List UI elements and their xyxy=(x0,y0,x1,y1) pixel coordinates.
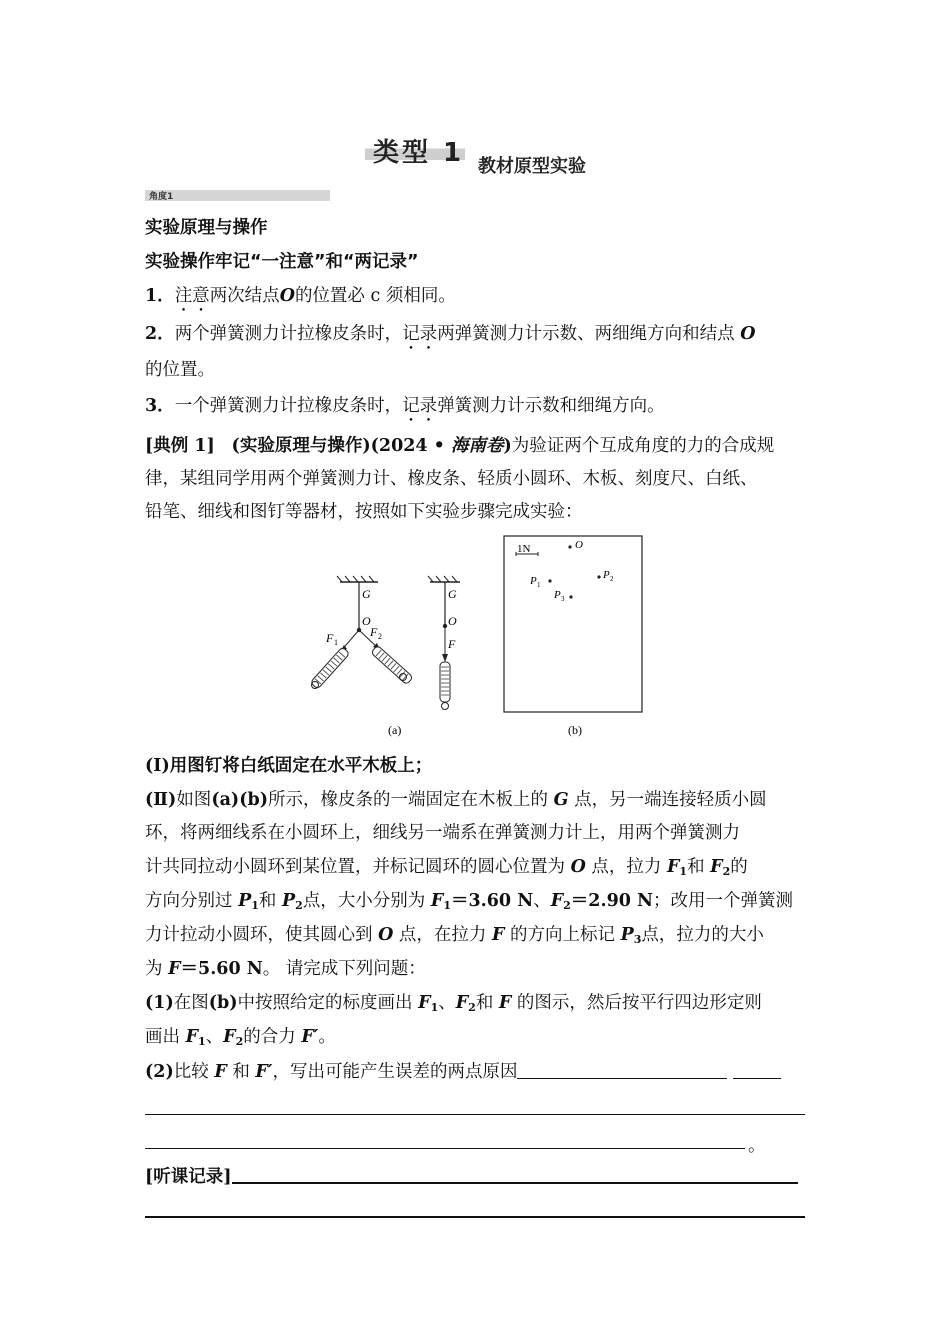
rule-item-3: 3．一个弹簧测力计拉橡皮条时，记录弹簧测力计示数和细绳方向。 xyxy=(145,396,665,416)
point-P1: P xyxy=(530,575,537,587)
step-1: (Ⅰ)用图钉将白纸固定在水平木板上； xyxy=(145,756,433,776)
answer-end-mark: 。 xyxy=(748,1136,766,1156)
figure-b xyxy=(504,536,642,712)
notes-blank[interactable] xyxy=(232,1164,798,1184)
label-G-right: G xyxy=(448,587,457,601)
example-line-1: [典例 1] (实验原理与操作)(2024 • 海南卷)为验证两个互成角度的力的合成规 xyxy=(145,436,775,456)
question-1-line-1: (1)在图(b)中按照给定的标度画出 $F_1$、$F_2$和 F 的图示，然后按平行四边形定则 xyxy=(145,993,762,1014)
label-F2: F xyxy=(370,625,378,639)
point-P2: P xyxy=(603,569,610,581)
question-2-line-1: (2)比较 F 和 F′，写出可能产生误差的两点原因 xyxy=(145,1060,815,1084)
rule-item-2-cont: 的位置。 xyxy=(145,360,215,380)
section-subtitle: 实验操作牢记“一注意”和“两记录” xyxy=(145,252,419,272)
label-a: (a) xyxy=(388,723,402,737)
label-F1: F xyxy=(326,631,334,645)
figure-a-right xyxy=(428,576,460,710)
rule-item-2: 2．两个弹簧测力计拉橡皮条时，记录两弹簧测力计示数、两细绳方向和结点 O xyxy=(145,324,756,344)
notes-line-2[interactable] xyxy=(145,1216,805,1218)
step-2-line-3: 计共同拉动小圆环到某位置，并标记圆环的圆心位置为 O 点，拉力 $F_1$和 $F_2$的 xyxy=(145,857,748,878)
label-F1-sub: 1 xyxy=(334,638,338,647)
step-2-line-2: 环，将两细线系在小圆环上，细线另一端系在弹簧测力计上，用两个弹簧测力 xyxy=(145,823,740,843)
rule-item-1: 1．注意两次结点O的位置必 c 须相同。 xyxy=(145,286,456,306)
label-G-left: G xyxy=(362,587,371,601)
answer-blank-2[interactable] xyxy=(733,1060,781,1079)
type-title: 类型 1 xyxy=(373,138,465,168)
point-O: O xyxy=(575,539,583,551)
type-subtitle: 教材原型实验 xyxy=(478,156,586,177)
step-2-line-1: (Ⅱ)如图(a)(b)所示，橡皮条的一端固定在木板上的 G 点，另一端连接轻质小圆 xyxy=(145,790,767,810)
angle-tag-bar xyxy=(145,190,330,201)
answer-line-2[interactable] xyxy=(145,1148,745,1149)
label-F: F xyxy=(448,637,456,651)
step-2-line-5: 力计拉动小圆环，使其圆心到 O 点，在拉力 F 的方向上标记 $P_3$点，拉力的大小 xyxy=(145,925,764,946)
answer-line-1[interactable] xyxy=(145,1114,805,1115)
answer-blank-1[interactable] xyxy=(517,1060,727,1079)
step-2-line-4: 方向分别过 $P_1$和 $P_2$点，大小分别为 $F_1=3.60$ N、$F_2=2.90$ N；改用一个弹簧测 xyxy=(145,891,794,912)
notes-label: [听课记录] xyxy=(145,1164,815,1189)
figure-a-left xyxy=(310,576,413,689)
type-heading xyxy=(365,128,605,178)
label-F2-sub: 2 xyxy=(378,632,382,641)
angle-tag: 角度1 xyxy=(149,192,174,202)
question-1-line-2: 画出 $F_1$、$F_2$的合力 F′。 xyxy=(145,1027,336,1048)
label-O-left: O xyxy=(362,614,371,628)
point-P2-sub: 2 xyxy=(610,575,614,583)
point-P1-sub: 1 xyxy=(537,581,541,589)
experiment-figure xyxy=(300,530,660,742)
example-line-3: 铅笔、细线和图钉等器材，按照如下实验步骤完成实验： xyxy=(145,502,583,522)
label-O-right: O xyxy=(448,614,457,628)
section-title: 实验原理与操作 xyxy=(145,218,268,238)
point-P3-sub: 3 xyxy=(561,595,565,603)
label-b: (b) xyxy=(568,723,582,737)
example-line-2: 律，某组同学用两个弹簧测力计、橡皮条、轻质小圆环、木板、刻度尺、白纸、 xyxy=(145,469,758,489)
point-P3: P xyxy=(554,589,561,601)
scale-label: 1N xyxy=(517,543,531,555)
step-2-line-6: 为 F＝5.60 N。 请完成下列问题： xyxy=(145,959,426,979)
